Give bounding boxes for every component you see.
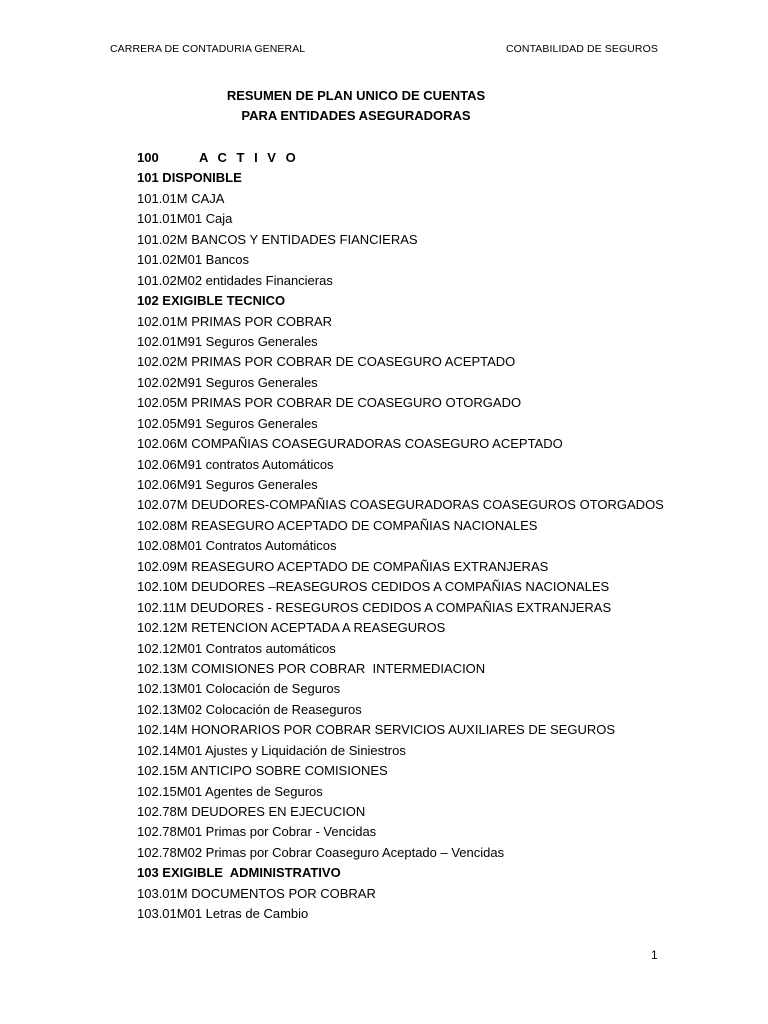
account-line: 102.07M DEUDORES-COMPAÑIAS COASEGURADORAS COASEGUROS OTORGADOS (137, 497, 664, 513)
account-line: 102.09M REASEGURO ACEPTADO DE COMPAÑIAS EXTRANJERAS (137, 558, 549, 574)
account-line: 101.02M01 Bancos (137, 252, 250, 268)
account-line: 102.15M01 Agentes de Seguros (137, 783, 323, 799)
account-line: 102.05M91 Seguros Generales (137, 415, 318, 431)
account-line: 101.02M BANCOS Y ENTIDADES FIANCIERAS (137, 231, 418, 247)
running-header-left: CARRERA DE CONTADURIA GENERAL (110, 43, 306, 55)
account-line: 102.13M02 Colocación de Reaseguros (137, 701, 362, 717)
account-group-heading: 101 DISPONIBLE (137, 170, 242, 186)
account-line: 102.05M PRIMAS POR COBRAR DE COASEGURO OTORGADO (137, 395, 522, 411)
account-line: 103.01M DOCUMENTOS POR COBRAR (137, 885, 376, 901)
account-group-heading: 102 EXIGIBLE TECNICO (137, 293, 286, 309)
account-line: 102.13M01 Colocación de Seguros (137, 681, 341, 697)
account-line: 102.13M COMISIONES POR COBRAR INTERMEDIACION (137, 660, 486, 676)
account-line: 102.08M REASEGURO ACEPTADO DE COMPAÑIAS NACIONALES (137, 517, 538, 533)
account-line: 102.14M01 Ajustes y Liquidación de Siniestros (137, 742, 406, 758)
account-line: 102.12M01 Contratos automáticos (137, 640, 336, 656)
account-line: 102.78M DEUDORES EN EJECUCION (137, 804, 366, 819)
account-line: 102.06M91 contratos Automáticos (137, 456, 334, 472)
account-line: 103.01M01 Letras de Cambio (137, 906, 309, 922)
account-line: 101.02M02 entidades Financieras (137, 272, 333, 288)
account-line: 102.10M DEUDORES –REASEGUROS CEDIDOS A COMPAÑIAS NACIONALES (137, 579, 610, 595)
account-line: 102.01M91 Seguros Generales (137, 333, 318, 349)
account-line: 102.02M91 Seguros Generales (137, 374, 318, 390)
account-line: 102.11M DEUDORES - RESEGUROS CEDIDOS A COMPAÑIAS EXTRANJERAS (137, 599, 612, 615)
account-line: 102.08M01 Contratos Automáticos (137, 538, 337, 554)
page-number: 1 (651, 948, 658, 962)
account-line: 102.78M02 Primas por Cobrar Coaseguro Aceptado – Vencidas (137, 844, 505, 860)
account-line: 102.06M COMPAÑIAS COASEGURADORAS COASEGURO ACEPTADO (137, 436, 563, 452)
section-name: A C T I V O (199, 150, 299, 165)
account-list (137, 148, 664, 925)
account-line: 102.12M RETENCION ACEPTADA A REASEGUROS (137, 620, 446, 636)
document-title-line-1: RESUMEN DE PLAN UNICO DE CUENTAS (226, 88, 486, 103)
account-line: 101.01M CAJA (137, 190, 225, 206)
account-line: 102.01M PRIMAS POR COBRAR (137, 313, 333, 329)
account-line: 102.15M ANTICIPO SOBRE COMISIONES (137, 763, 388, 779)
account-line: 101.01M01 Caja (137, 211, 233, 227)
running-header-right: CONTABILIDAD DE SEGUROS (505, 43, 658, 55)
account-line: 102.02M PRIMAS POR COBRAR DE COASEGURO ACEPTADO (137, 354, 516, 370)
section-heading (137, 148, 664, 168)
account-line: 102.06M91 Seguros Generales (137, 477, 318, 492)
account-line: 102.78M01 Primas por Cobrar - Vencidas (137, 824, 377, 840)
account-group-heading: 103 EXIGIBLE ADMINISTRATIVO (137, 865, 341, 881)
section-code: 100 (137, 150, 159, 165)
account-line: 102.14M HONORARIOS POR COBRAR SERVICIOS AUXILIARES DE SEGUROS (137, 722, 616, 738)
document-title-line-2: PARA ENTIDADES ASEGURADORAS (241, 108, 471, 123)
